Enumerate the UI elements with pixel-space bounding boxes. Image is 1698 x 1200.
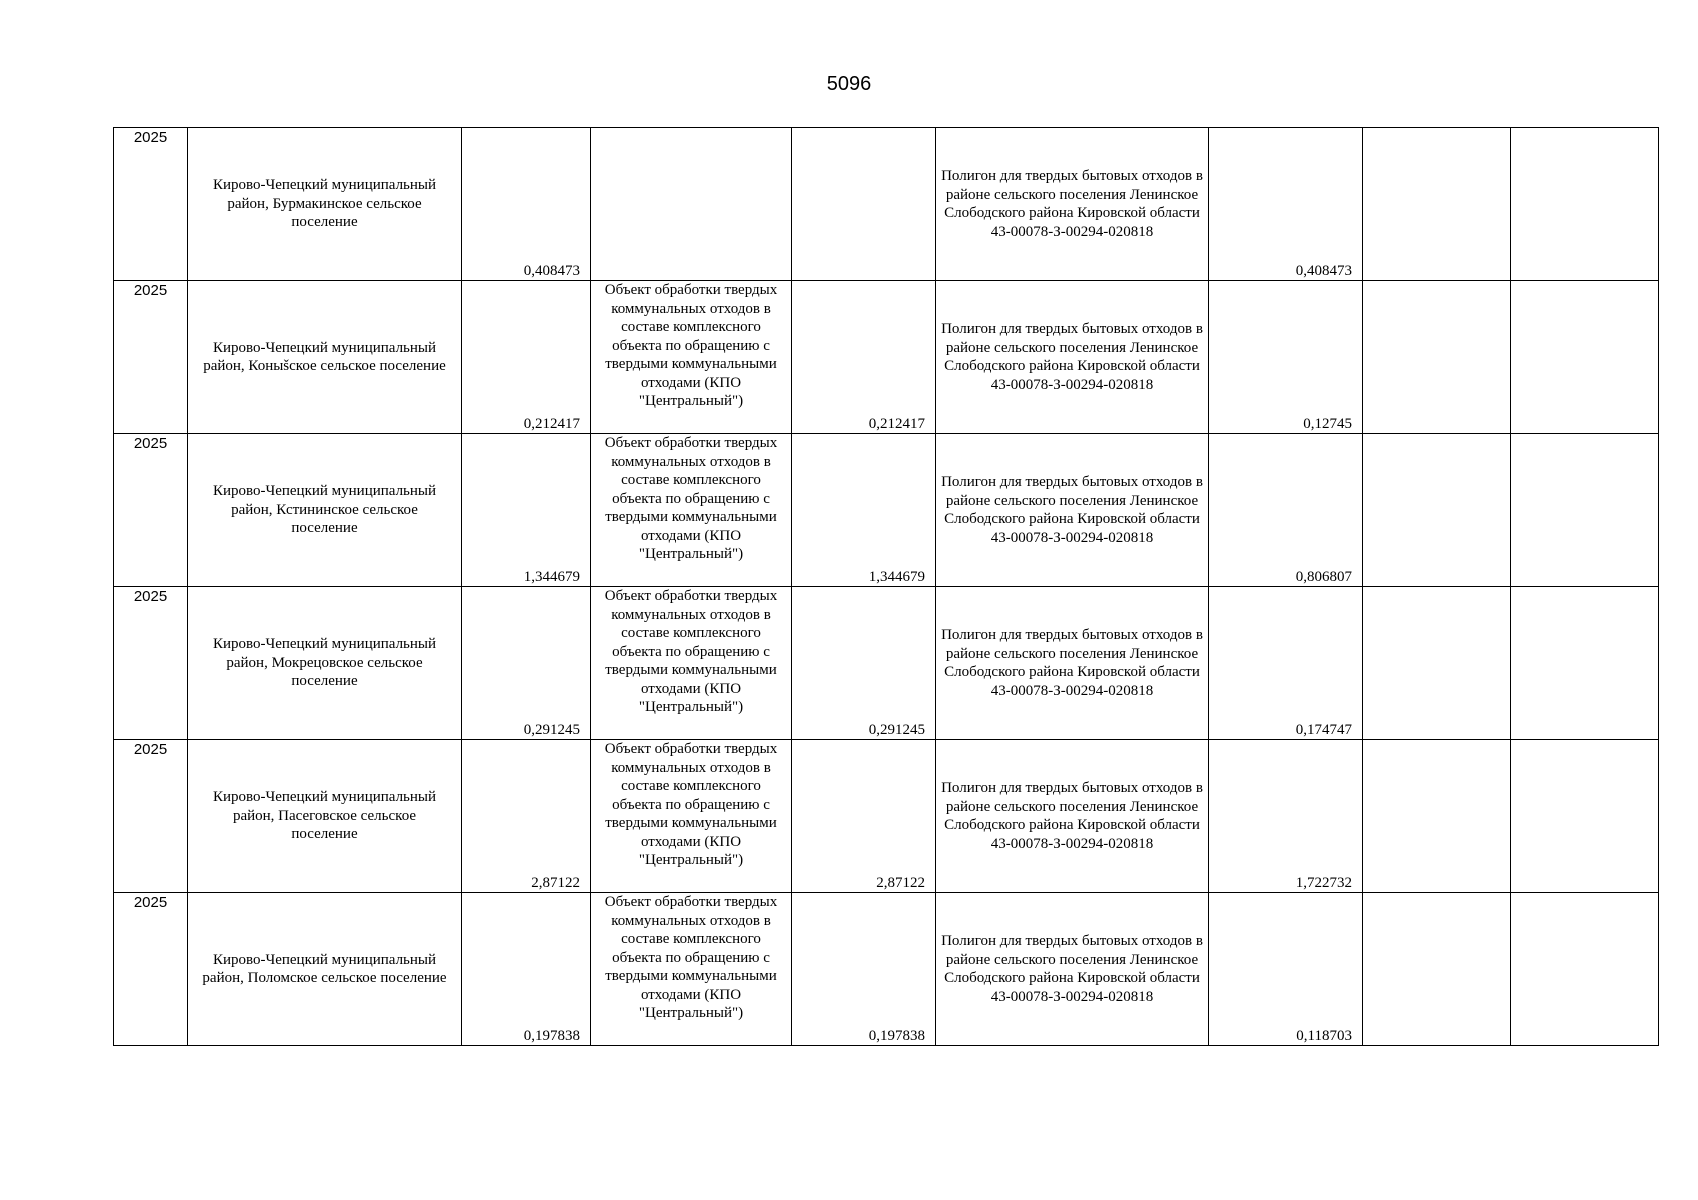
processing-volume-cell	[792, 893, 936, 1046]
processing-volume-cell-text: 0,291245	[868, 721, 925, 738]
processing-volume-cell	[792, 587, 936, 740]
territory-cell	[188, 128, 462, 281]
waste-flow-table	[113, 127, 1659, 1046]
volume-cell	[462, 740, 591, 893]
volume-cell-text: 2,87122	[531, 874, 580, 891]
volume-cell-text: 0,212417	[523, 415, 580, 432]
processing-volume-cell-text: 2,87122	[876, 874, 925, 891]
year-cell	[114, 893, 188, 1046]
year-cell	[114, 587, 188, 740]
processing-facility-cell	[591, 434, 792, 587]
processing-facility-cell-text: Объект обработки твердых коммунальных отходов в составе комплексного объекта по обращению с твердыми коммунальными отходами (КПО "Центральный")	[604, 282, 778, 409]
processing-volume-cell	[792, 128, 936, 281]
year-cell-text: 2025	[133, 894, 168, 911]
disposal-facility-cell-text: Полигон для твердых бытовых отходов в районе сельского поселения Ленинское Слободского района Кировской области 43-00078-З-00294-020818	[941, 933, 1203, 1005]
year-cell	[114, 128, 188, 281]
disposal-volume-cell-text: 0,12745	[1303, 415, 1352, 432]
processing-volume-cell	[792, 434, 936, 587]
table-row	[114, 587, 1659, 740]
territory-cell	[188, 281, 462, 434]
volume-cell-text: 0,408473	[523, 262, 580, 279]
territory-cell-text: Кирово-Чепецкий муниципальный район, Пасеговское сельское поселение	[212, 789, 437, 843]
territory-cell	[188, 434, 462, 587]
page-number: 5096	[826, 73, 872, 95]
disposal-facility-cell	[936, 434, 1209, 587]
table-row	[114, 128, 1659, 281]
disposal-volume-cell	[1209, 281, 1363, 434]
empty-cell	[1363, 434, 1511, 587]
empty-cell	[1511, 893, 1659, 1046]
disposal-facility-cell-text: Полигон для твердых бытовых отходов в районе сельского поселения Ленинское Слободского района Кировской области 43-00078-З-00294-020818	[941, 474, 1203, 546]
disposal-facility-cell	[936, 281, 1209, 434]
processing-facility-cell	[591, 587, 792, 740]
disposal-volume-cell-text: 0,118703	[1296, 1027, 1352, 1044]
disposal-facility-cell	[936, 128, 1209, 281]
empty-cell	[1363, 128, 1511, 281]
disposal-facility-cell	[936, 587, 1209, 740]
disposal-volume-cell	[1209, 587, 1363, 740]
volume-cell	[462, 128, 591, 281]
processing-facility-cell-text: Объект обработки твердых коммунальных отходов в составе комплексного объекта по обращению с твердыми коммунальными отходами (КПО "Центральный")	[604, 435, 778, 562]
volume-cell	[462, 587, 591, 740]
territory-cell-text: Кирово-Чепецкий муниципальный район, Коныšское сельское поселение	[203, 339, 446, 374]
year-cell	[114, 281, 188, 434]
table-row	[114, 434, 1659, 587]
disposal-facility-cell-text: Полигон для твердых бытовых отходов в районе сельского поселения Ленинское Слободского района Кировской области 43-00078-З-00294-020818	[941, 627, 1203, 699]
volume-cell-text: 0,291245	[523, 721, 580, 738]
processing-volume-cell	[792, 281, 936, 434]
empty-cell	[1511, 281, 1659, 434]
disposal-facility-cell	[936, 740, 1209, 893]
disposal-volume-cell	[1209, 434, 1363, 587]
empty-cell	[1511, 740, 1659, 893]
volume-cell	[462, 893, 591, 1046]
empty-cell	[1363, 893, 1511, 1046]
table-row	[114, 893, 1659, 1046]
disposal-volume-cell-text: 0,806807	[1295, 568, 1352, 585]
processing-facility-cell	[591, 281, 792, 434]
disposal-facility-cell-text: Полигон для твердых бытовых отходов в районе сельского поселения Ленинское Слободского района Кировской области 43-00078-З-00294-020818	[941, 780, 1203, 852]
territory-cell-text: Кирово-Чепецкий муниципальный район, Поломское сельское поселение	[202, 951, 447, 986]
volume-cell-text: 0,197838	[523, 1027, 580, 1044]
processing-volume-cell-text: 0,212417	[868, 415, 925, 432]
volume-cell	[462, 281, 591, 434]
empty-cell	[1363, 587, 1511, 740]
disposal-facility-cell-text: Полигон для твердых бытовых отходов в районе сельского поселения Ленинское Слободского района Кировской области 43-00078-З-00294-020818	[941, 168, 1203, 240]
territory-cell	[188, 893, 462, 1046]
processing-volume-cell	[792, 740, 936, 893]
year-cell	[114, 434, 188, 587]
territory-cell-text: Кирово-Чепецкий муниципальный район, Мокрецовское сельское поселение	[212, 636, 437, 690]
empty-cell	[1511, 434, 1659, 587]
disposal-facility-cell-text: Полигон для твердых бытовых отходов в районе сельского поселения Ленинское Слободского района Кировской области 43-00078-З-00294-020818	[941, 321, 1203, 393]
territory-cell-text: Кирово-Чепецкий муниципальный район, Бурмакинское сельское поселение	[212, 177, 437, 231]
empty-cell	[1363, 740, 1511, 893]
table-row	[114, 740, 1659, 893]
year-cell-text: 2025	[133, 741, 168, 758]
year-cell	[114, 740, 188, 893]
processing-facility-cell	[591, 893, 792, 1046]
processing-facility-cell	[591, 128, 792, 281]
disposal-volume-cell	[1209, 128, 1363, 281]
year-cell-text: 2025	[133, 282, 168, 299]
disposal-volume-cell	[1209, 740, 1363, 893]
table-body	[114, 128, 1659, 1046]
disposal-volume-cell	[1209, 893, 1363, 1046]
empty-cell	[1511, 128, 1659, 281]
processing-facility-cell-text: Объект обработки твердых коммунальных отходов в составе комплексного объекта по обращению с твердыми коммунальными отходами (КПО "Центральный")	[604, 894, 778, 1021]
year-cell-text: 2025	[133, 435, 168, 452]
disposal-volume-cell-text: 1,722732	[1295, 874, 1352, 891]
volume-cell-text: 1,344679	[523, 568, 580, 585]
empty-cell	[1511, 587, 1659, 740]
year-cell-text: 2025	[133, 588, 168, 605]
processing-facility-cell-text: Объект обработки твердых коммунальных отходов в составе комплексного объекта по обращению с твердыми коммунальными отходами (КПО "Центральный")	[604, 741, 778, 868]
territory-cell	[188, 587, 462, 740]
territory-cell	[188, 740, 462, 893]
disposal-volume-cell-text: 0,408473	[1295, 262, 1352, 279]
empty-cell	[1363, 281, 1511, 434]
processing-facility-cell-text: Объект обработки твердых коммунальных отходов в составе комплексного объекта по обращению с твердыми коммунальными отходами (КПО "Центральный")	[604, 588, 778, 715]
disposal-facility-cell	[936, 893, 1209, 1046]
volume-cell	[462, 434, 591, 587]
processing-facility-cell	[591, 740, 792, 893]
territory-cell-text: Кирово-Чепецкий муниципальный район, Кстининское сельское поселение	[212, 483, 437, 537]
table-row	[114, 281, 1659, 434]
processing-volume-cell-text: 1,344679	[868, 568, 925, 585]
year-cell-text: 2025	[133, 129, 168, 146]
processing-volume-cell-text: 0,197838	[868, 1027, 925, 1044]
disposal-volume-cell-text: 0,174747	[1295, 721, 1352, 738]
